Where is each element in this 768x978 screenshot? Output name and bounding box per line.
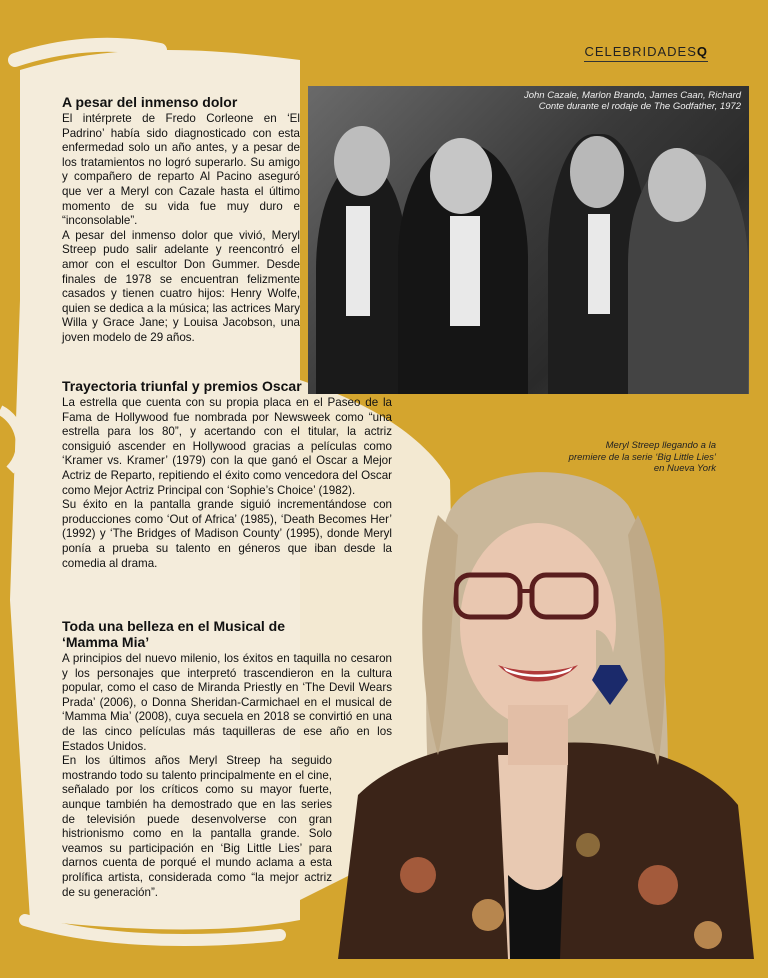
head-2	[430, 138, 492, 214]
section-heading: A pesar del inmenso dolor	[62, 94, 238, 110]
paragraph: En los últimos años Meryl Streep ha seguido mostrando todo su talento principalmente en el cine, señalado por los críticos como su mayor fuerte, aunque también ha demostrado que en las series de televisión puede desenvolverse con gran histrionismo como en la pantalla grande. Solo veamos su participación en ‘Big Little Lies’ para darnos cuenta de porqué el mundo aclama a esta prolífica artista, considerada como “la mejor actriz de su generación”.	[62, 754, 332, 899]
header-underline	[584, 61, 708, 62]
paragraph: Su éxito en la pantalla grande siguió incrementándose con producciones como ‘Out of Africa’ (1985), ‘Death Becomes Her’ (1992) y ‘The Bridges of Madison County’ (1995), donde Meryl ponía a prueba su talento en géneros que iban desde la comedia al drama.	[62, 498, 392, 570]
portrait-caption: Meryl Streep llegando a la premiere de la serie ‘Big Little Lies’ en Nueva York	[568, 440, 716, 474]
magazine-logo-icon: Q	[696, 44, 708, 59]
paragraph: A pesar del inmenso dolor que vivió, Meryl Streep pudo salir adelante y reencontró el amor con el escultor Don Gummer. Desde finales de 1978 se encuentran felizmente casados y tienen cuatro hijos: Henry Wolfe, quien se dedica a la música; las actrices Mary Willa y Grace Jane; y Louisa Jacobson, una joven modelo de 29 años.	[62, 228, 300, 344]
section-heading: Trayectoria triunfal y premios Oscar	[62, 378, 302, 394]
paragraph: La estrella que cuenta con su propia placa en el Paseo de la Fama de Hollywood fue nombrada por Newsweek como “una estrella para los 80”, y acertando con el titular, la actriz consiguió ascender en Hollywood gracias a películas como ‘Kramer vs. Kramer’ (1979) con la que ganó el Oscar a Mejor Actriz de Reparto, repitiendo el éxito como vencedora del Oscar como Mejor Actriz Principal con ‘Sophie’s Choice’ (1982).	[62, 396, 392, 497]
section-header	[584, 44, 708, 59]
article-section-2	[62, 378, 392, 571]
photo-caption	[524, 90, 741, 112]
paragraph: A principios del nuevo milenio, los éxitos en taquilla no cesaron y los personajes que interpretó trascendieron en la cultura popular, como el caso de Miranda Priestly en ‘The Devil Wears Prada’ (2006), o Donna Sheridan-Carmichael en el musical de ‘Mamma Mia’ (2008), cuya secuela en 2018 se convirtió en una de las cinco películas más taquilleras de ese año en los Estados Unidos.	[62, 652, 392, 753]
meryl-streep-portrait	[338, 455, 754, 959]
head-3	[570, 136, 624, 208]
shirt-2	[450, 216, 480, 326]
head-4	[648, 148, 706, 222]
section-title: CELEBRIDADES	[584, 44, 697, 59]
photo-caption-line-2: Conte durante el rodaje de The Godfather, 1972	[538, 101, 741, 112]
section-heading: Toda una belleza en el Musical de ‘Mamma Mia’	[62, 618, 286, 650]
paragraph: El intérprete de Fredo Corleone en ‘El Padrino’ había sido diagnosticado con esta enfermedad solo un año antes, y a pesar de los tratamientos no logró superarlo. Su amigo y compañero de reparto Al Pacino aseguró que ver a Meryl con Cazale hasta el último momento de su vida fue muy duro e “inconsolable”.	[62, 112, 300, 228]
photo-caption-line-1: John Cazale, Marlon Brando, James Caan, Richard	[523, 90, 741, 101]
shirt-3	[588, 214, 610, 314]
article-section-3	[62, 618, 392, 900]
article-section-1	[62, 94, 398, 346]
